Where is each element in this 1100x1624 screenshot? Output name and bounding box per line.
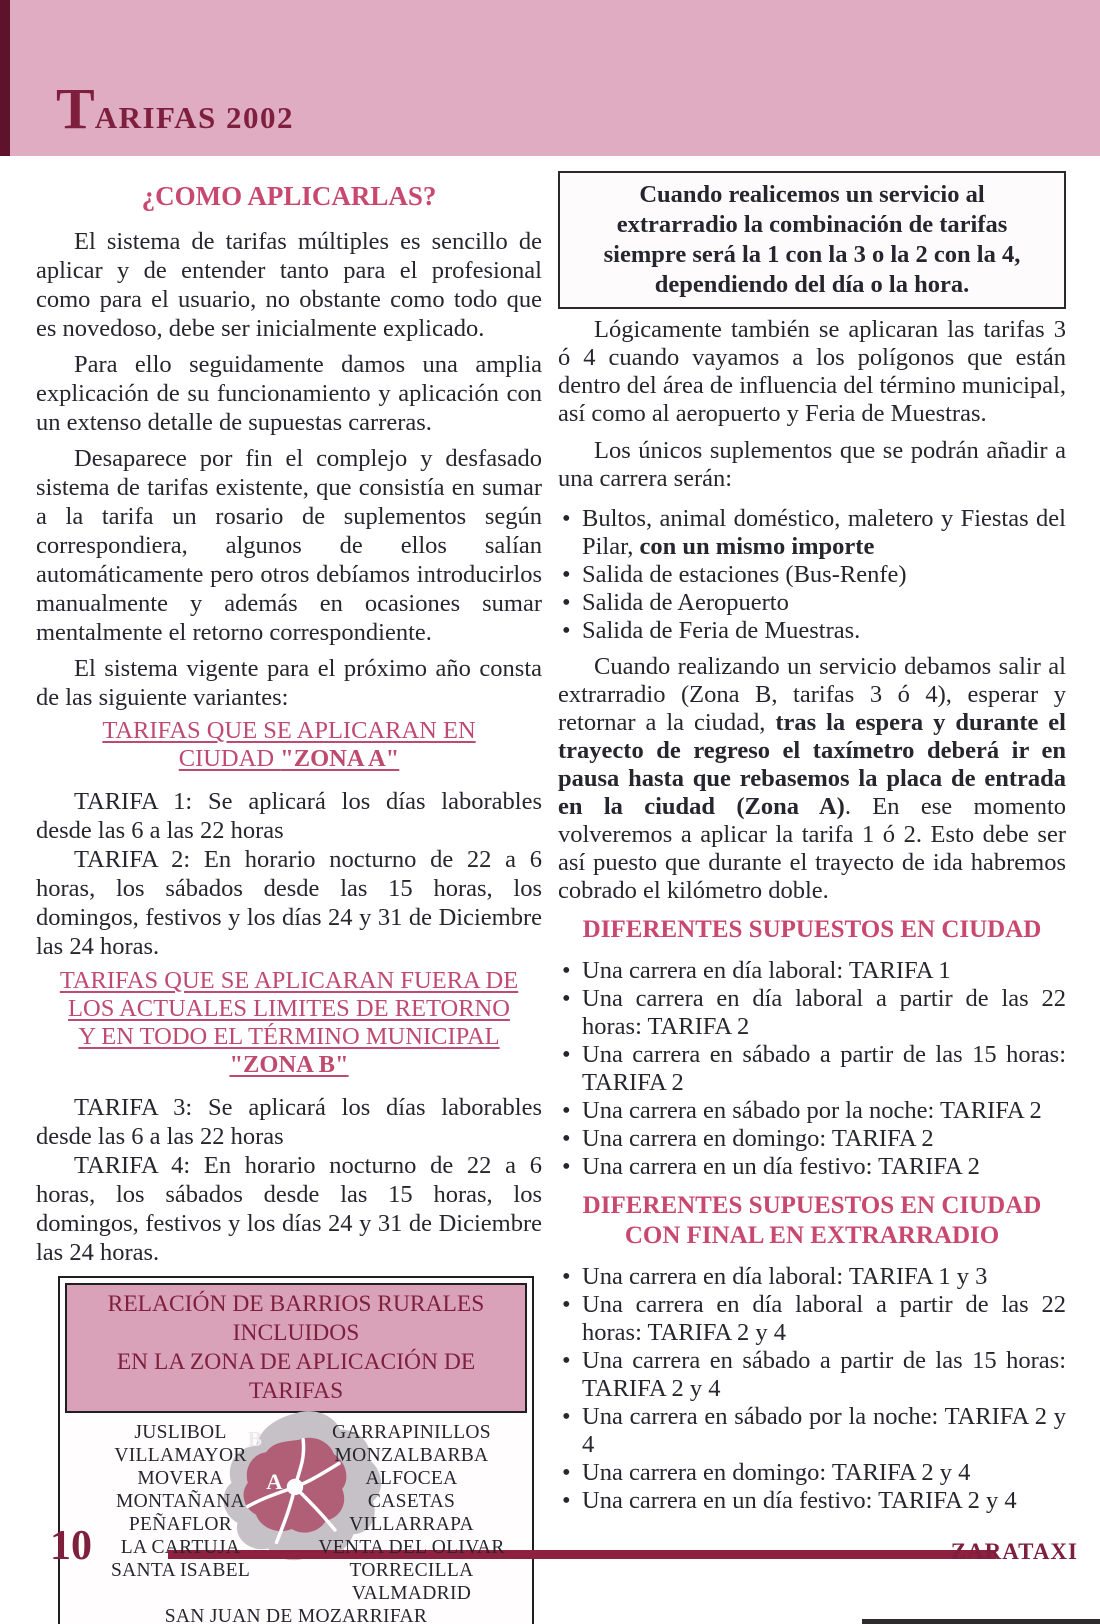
barrio-item: LA CARTUJA (120, 1537, 241, 1558)
barrios-box-header-line2: EN LA ZONA DE APLICACIÓN DE TARIFAS (116, 1349, 476, 1404)
header-band (0, 0, 1100, 156)
section-heading-como-aplicarlas: ¿COMO APLICARLAS? (141, 181, 437, 211)
zone-b-heading-line4: "ZONA B" (229, 1051, 349, 1078)
heading-supuestos-extrarradio-line2: CON FINAL EN EXTRARRADIO (624, 1222, 1000, 1249)
barrios-box-header (65, 1283, 527, 1413)
map-zone-a-label: A (266, 1469, 283, 1495)
notice-line: Cuando realicemos un servicio al (639, 181, 985, 208)
page-title-rest: ARIFAS 2002 (94, 100, 295, 135)
supuesto-item: • Una carrera en un día festivo: TARIFA 2 (558, 1153, 1066, 1181)
paragraph-intro-3: Desaparece por fin el complejo y desfasado sistema de tarifas existente, que consistía en sumar a la tarifa un rosario de suplementos según correspondiera, algunos de ellos salían automáticamente pero otros debíamos introducirlos manualmente y además en ocasiones sumar mentalmente el retorno correspondiente. (36, 445, 542, 646)
notice-line: dependiendo del día o la hora. (654, 271, 970, 298)
heading-supuestos-ciudad: DIFERENTES SUPUESTOS EN CIUDAD (582, 916, 1042, 943)
paragraph-extrarradio: Cuando realizando un servicio debamos salir al extrarradio (Zona B, tarifas 3 ó 4), esperar y retornar a la ciudad, tras la espera y durante el trayecto de regreso el taxímetro deberá ir en pausa hasta que rebasemos la placa de entrada en la ciudad (Zona A). En ese momento volveremos a aplicar la tarifa 1 ó 2. Esto debe ser así puesto que durante el trayecto de ida habremos cobrado el kilómetro doble. (558, 653, 1066, 904)
zone-a-heading (36, 717, 542, 773)
supplement-item: • Bultos, animal doméstico, maletero y Fiestas del Pilar, con un mismo importe (558, 505, 1066, 561)
footer-brand-zarataxi: ZARATAXI (950, 1539, 1078, 1564)
paragraph-logicamente: Lógicamente también se aplicaran las tarifas 3 ó 4 cuando vayamos a los polígonos que están dentro del área de influencia del término municipal, así como al aeropuerto y Feria de Muestras. (558, 316, 1066, 427)
paragraph-suplementos: Los únicos suplementos que se podrán añadir a una carrera serán: (558, 437, 1066, 492)
zone-b-heading-line2: LOS ACTUALES LIMITES DE RETORNO (68, 995, 510, 1022)
zone-b-heading-line1: TARIFAS QUE SE APLICARAN FUERA DE (59, 967, 519, 994)
zone-a-heading-line2: CIUDAD "ZONA A" (178, 745, 400, 772)
barrio-item: VILLAMAYOR (114, 1445, 247, 1466)
barrio-item: PEÑAFLOR (128, 1514, 233, 1535)
supuesto-item: • Una carrera en sábado por la noche: TARIFA 2 y 4 (558, 1403, 1066, 1459)
supuesto-item: • Una carrera en sábado a partir de las 15 horas: TARIFA 2 y 4 (558, 1347, 1066, 1403)
supuesto-item: • Una carrera en día laboral a partir de las 22 horas: TARIFA 2 y 4 (558, 1291, 1066, 1347)
barrio-item: VILLARRAPA (349, 1514, 474, 1535)
tarifa-2-paragraph: TARIFA 2: En horario nocturno de 22 a 6 horas, los sábados desde las 15 horas, los domingos, festivos y los días 24 y 31 de Diciembre las 24 horas. (36, 846, 542, 960)
zone-b-heading-line3: Y EN TODO EL TÉRMINO MUNICIPAL (78, 1023, 500, 1050)
supplements-list (558, 505, 1066, 645)
barrio-item: MONTAÑANA (116, 1491, 245, 1512)
supuestos-extrarradio-list (558, 1263, 1066, 1515)
supuesto-item: • Una carrera en día laboral: TARIFA 1 (558, 957, 1066, 985)
tarifa-3-paragraph: TARIFA 3: Se aplicará los días laborables desde las 6 a las 22 horas (36, 1094, 542, 1150)
barrio-item: MONZALBARBA (334, 1445, 489, 1466)
barrio-item: CASETAS (367, 1491, 456, 1512)
barrio-item: SANTA ISABEL (110, 1560, 251, 1581)
barrios-columns (65, 1421, 527, 1605)
barrios-box-header-line1: RELACIÓN DE BARRIOS RURALES INCLUIDOS (107, 1291, 485, 1346)
barrios-left-column (65, 1421, 296, 1605)
page-title (56, 76, 295, 141)
right-column (558, 171, 1066, 1523)
heading-supuestos-extrarradio (558, 1191, 1066, 1251)
supuesto-item: • Una carrera en sábado a partir de las 15 horas: TARIFA 2 (558, 1041, 1066, 1097)
supuesto-item: • Una carrera en un día festivo: TARIFA 2 y 4 (558, 1487, 1066, 1515)
zone-b-heading (36, 967, 542, 1079)
barrio-item: GARRAPINILLOS (332, 1422, 491, 1443)
barrio-item: JUSLIBOL (134, 1422, 227, 1443)
barrio-item: TORRECILLA VALMADRID (349, 1560, 474, 1604)
supuesto-item: • Una carrera en domingo: TARIFA 2 y 4 (558, 1459, 1066, 1487)
notice-line: siempre será la 1 con la 3 o la 2 con la 4, (603, 241, 1021, 268)
tariff-combination-notice-box (558, 171, 1066, 309)
paragraph-intro-1: El sistema de tarifas múltiples es sencillo de aplicar y de entender tanto para el profesional como para el usuario, no obstante como todo que es novedoso, debe ser inicialmente explicado. (36, 228, 542, 342)
supuestos-ciudad-list (558, 957, 1066, 1181)
barrios-box-body (65, 1413, 527, 1624)
tarifa-1-paragraph: TARIFA 1: Se aplicará los días laborables desde las 6 a las 22 horas (36, 788, 542, 844)
supplement-item: • Salida de Aeropuerto (558, 589, 1066, 617)
supuesto-item: • Una carrera en día laboral: TARIFA 1 y 3 (558, 1263, 1066, 1291)
barrios-right-column (296, 1421, 527, 1605)
map-zone-b-label: B (247, 1426, 263, 1451)
tarifa-4-paragraph: TARIFA 4: En horario nocturno de 22 a 6 horas, los sábados desde las 15 horas, los domingos, festivos y los días 24 y 31 de Diciembre las 24 horas. (36, 1152, 542, 1266)
header-left-stripe (0, 0, 10, 156)
supplement-item: • Salida de Feria de Muestras. (558, 617, 1066, 645)
barrio-item: ALFOCEA (365, 1468, 458, 1489)
supuesto-item: • Una carrera en domingo: TARIFA 2 (558, 1125, 1066, 1153)
barrio-item: VENTA DEL OLIVAR (318, 1537, 505, 1558)
left-column (36, 181, 542, 1624)
notice-line: extrarradio la combinación de tarifas (616, 211, 1008, 238)
supuesto-item: • Una carrera en sábado por la noche: TARIFA 2 (558, 1097, 1066, 1125)
paragraph-intro-2: Para ello seguidamente damos una amplia explicación de su funcionamiento y aplicación con un extenso detalle de supuestas carreras. (36, 351, 542, 436)
barrio-item-bottom: SAN JUAN DE MOZARRIFAR (164, 1606, 428, 1624)
barrios-rurales-box (58, 1276, 534, 1624)
barrio-item: MOVERA (137, 1468, 224, 1489)
page-number: 10 (50, 1523, 92, 1569)
heading-supuestos-extrarradio-line1: DIFERENTES SUPUESTOS EN CIUDAD (582, 1192, 1042, 1219)
paragraph-intro-4: El sistema vigente para el próximo año consta de las siguiente variantes: (36, 655, 542, 711)
supuesto-item: • Una carrera en día laboral a partir de las 22 horas: TARIFA 2 (558, 985, 1066, 1041)
scan-page-edge (862, 1619, 1100, 1624)
supplement-item: • Salida de estaciones (Bus-Renfe) (558, 561, 1066, 589)
page-title-initial: T (56, 76, 95, 141)
zone-a-heading-line1: TARIFAS QUE SE APLICARAN EN (102, 717, 476, 744)
